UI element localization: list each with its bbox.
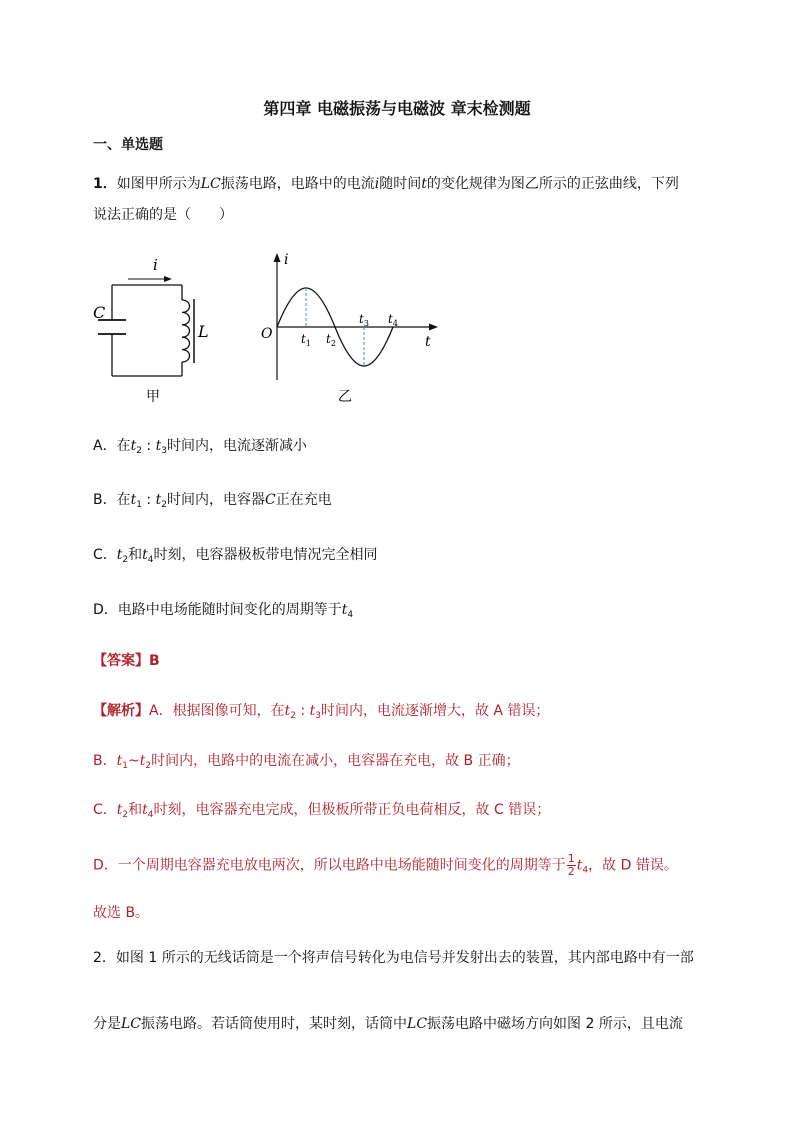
- origin-label: O: [261, 326, 273, 342]
- q1-stem-d: 的变化规律为图乙所示的正弦曲线，下列: [426, 176, 679, 192]
- option-d: D．电路中电场能随时间变化的周期等于$t_4$: [93, 602, 354, 620]
- option-c: C．$t_2$和$t_4$时刻，电容器极板带电情况完全相同: [93, 547, 378, 565]
- answer-tag: 【答案】: [93, 653, 149, 669]
- option-b: B．在$t_1$ : $t_2$时间内，电容器C正在充电: [93, 492, 332, 510]
- y-axis-arrow-icon: [274, 253, 281, 262]
- q2-line1: 2．如图 1 所示的无线话筒是一个将声信号转化为电信号并发射出去的装置，其内部电路中有一部: [93, 950, 694, 966]
- fraction-one-half: $\frac{1}{2}$: [567, 852, 575, 878]
- q1-stem-line1: [93, 174, 679, 194]
- q1-t: t: [421, 176, 427, 192]
- section-heading: 一、单选题: [93, 137, 163, 153]
- capacitor-label: C: [93, 303, 106, 322]
- y-axis-label: i: [284, 252, 289, 268]
- analysis-line2: B．$t_1\sim t_2$时间内，电路中的电流在减小，电容器在充电，故 B 正确；: [93, 753, 520, 771]
- q1-stem-a: 如图甲所示为: [116, 176, 201, 192]
- answer-line: [93, 651, 160, 671]
- tick-t1: $t_1$: [301, 332, 311, 348]
- q1-number: 1．: [93, 176, 117, 192]
- analysis-line3: C．$t_2$和$t_4$时刻，电容器充电完成，但极板所带正负电荷相反，故 C 错误；: [93, 802, 551, 820]
- inductor-coil: [182, 300, 190, 362]
- q1-stem-line2: 说法正确的是（ ）: [93, 207, 233, 223]
- figure-yi-caption: 乙: [338, 389, 352, 405]
- analysis-tag: 【解析】: [93, 703, 149, 719]
- arrowhead-icon: [164, 276, 172, 282]
- figure-jia-lc-circuit: [90, 255, 230, 405]
- inductor-label: L: [198, 322, 209, 341]
- q1-i: i: [374, 176, 380, 192]
- conclusion: 故选 B。: [93, 905, 150, 921]
- tick-t2: $t_2$: [326, 332, 336, 348]
- analysis-line1: 【解析】A．根据图像可知，在$t_2$ : $t_3$时间内，电流逐渐增大，故 A 错误；: [93, 703, 550, 721]
- figure-jia-caption: 甲: [146, 389, 160, 405]
- x-axis-label: t: [425, 334, 431, 350]
- x-axis-arrow-icon: [429, 324, 438, 331]
- tick-t3: $t_3$: [359, 312, 369, 328]
- q1-stem-c: 随时间: [379, 176, 422, 192]
- analysis-line4: D．一个周期电容器充电放电两次，所以电路中电场能随时间变化的周期等于 $\frac{1}{2}$ $t_4$，故 D 错误。: [93, 852, 678, 878]
- q2-line2: 分是LC振荡电路。若话筒使用时，某时刻，话筒中LC振荡电路中磁场方向如图 2 所示，且电流: [93, 1016, 683, 1032]
- current-label: i: [153, 256, 158, 274]
- q1-lc: LC: [200, 176, 221, 192]
- tick-t4: $t_4$: [388, 312, 398, 328]
- option-a: A．在$t_2$ : $t_3$时间内，电流逐渐减小: [93, 438, 307, 456]
- q1-stem-b: 振荡电路，电路中的电流: [220, 176, 375, 192]
- figure-yi-sine-graph: [255, 250, 445, 410]
- answer-value: B: [149, 653, 160, 669]
- page-title: 第四章 电磁振荡与电磁波 章末检测题: [263, 99, 531, 118]
